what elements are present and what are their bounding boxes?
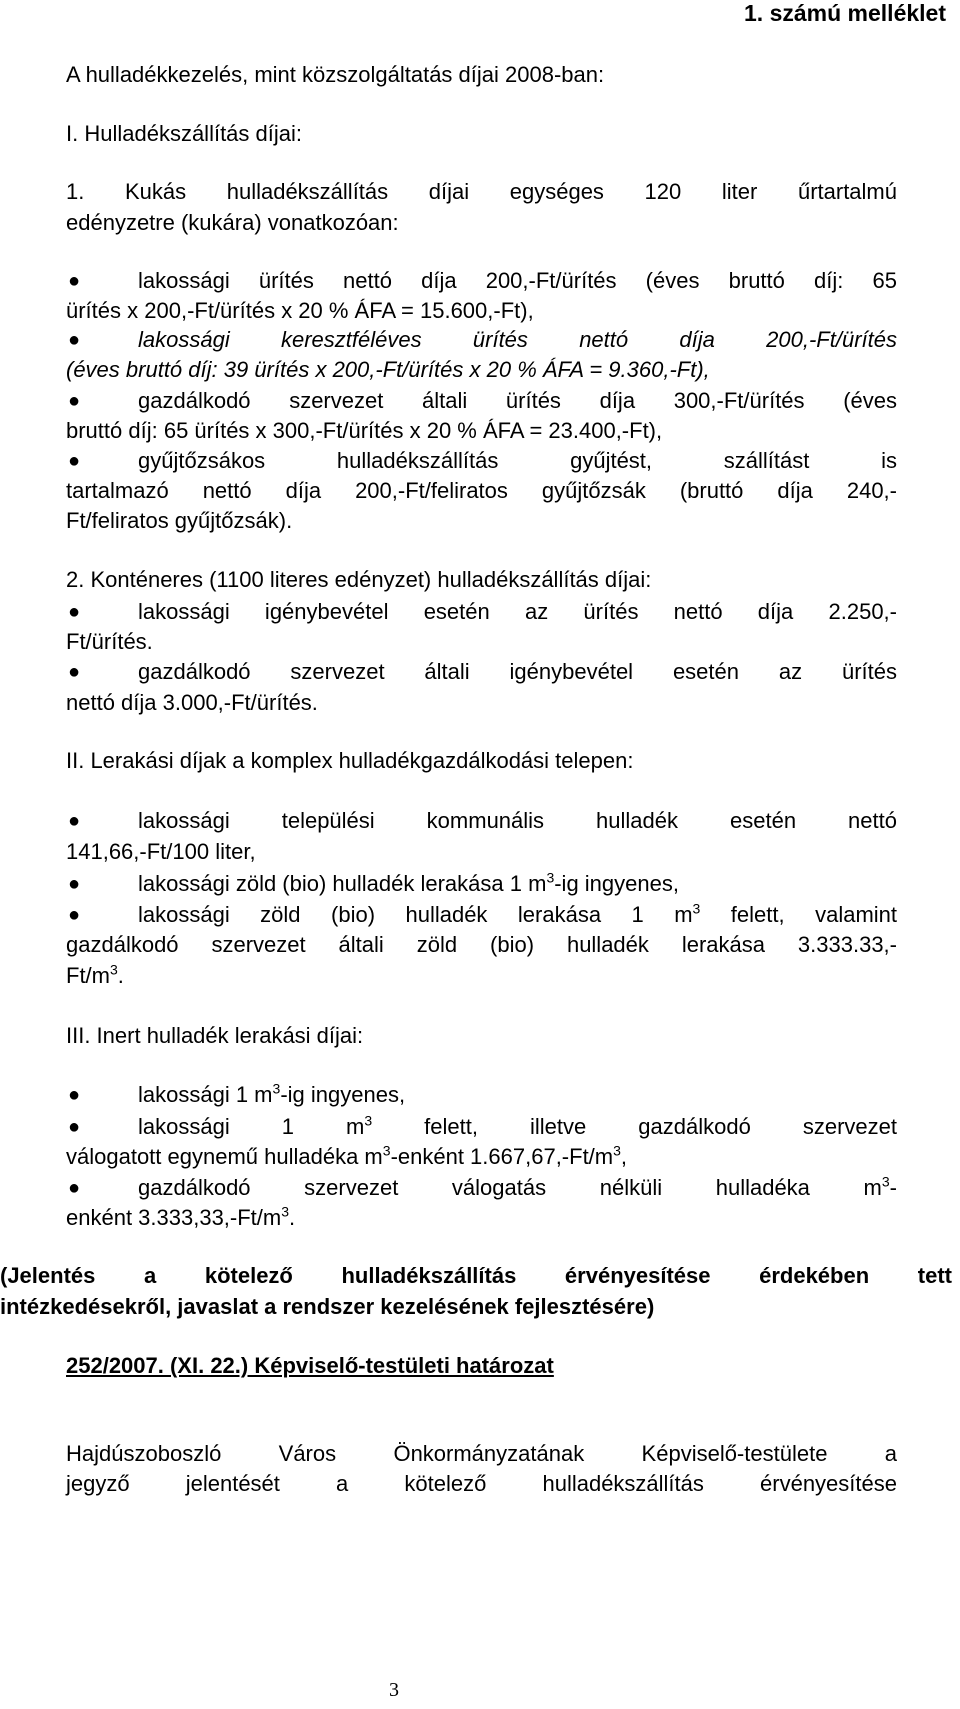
inert-bullet-2-line-2: válogatott egynemű hulladéka $m^3$-enként $1.667,67,-Ft/m^3$, xyxy=(66,1142,628,1169)
bullet-2-line-1: lakossági keresztféléves ürítés nettó díja 200,-Ft/ürítés xyxy=(138,327,897,352)
item-1-line-1: 1. Kukás hulladékszállítás díjai egységes 120 liter űrtartalmú xyxy=(66,179,897,204)
bullet-4-line-3: Ft/feliratos gyűjtőzsák). xyxy=(66,508,293,533)
body-line-2: jegyző jelentését a kötelező hulladékszállítás érvényesítése xyxy=(66,1471,897,1496)
inert-bullet-3-line-2: enként $3.333,33,-Ft/m^3$. xyxy=(66,1203,296,1230)
report-title-line-2: intézkedésekről, javaslat a rendszer kezelésének fejlesztésére) xyxy=(0,1294,655,1319)
bullet-icon: ● xyxy=(68,661,81,683)
annex-label: 1. számú melléklet xyxy=(744,0,946,26)
container-bullet-1-line-1: lakossági igénybevétel esetén az ürítés nettó díja 2.250,- xyxy=(138,599,897,624)
inert-bullet-2-line-1: lakossági 1 $m^3$ felett, illetve gazdálkodó szervezet xyxy=(138,1112,897,1139)
item-2-title: 2. Konténeres (1100 literes edényzet) hulladékszállítás díjai: xyxy=(66,567,652,592)
bullet-icon: ● xyxy=(68,873,81,895)
section-1-title: I. Hulladékszállítás díjai: xyxy=(66,121,302,146)
landfill-bullet-3-line-3: $Ft/m^3$. xyxy=(66,961,124,988)
bullet-icon: ● xyxy=(68,601,81,623)
bullet-icon: ● xyxy=(68,810,81,832)
section-2-title: II. Lerakási díjak a komplex hulladékgazdálkodási telepen: xyxy=(66,748,634,773)
bullet-icon: ● xyxy=(68,1084,81,1106)
intro-heading: A hulladékkezelés, mint közszolgáltatás díjai 2008-ban: xyxy=(66,62,605,87)
resolution-title: 252/2007. (XI. 22.) Képviselő-testületi határozat xyxy=(66,1353,554,1378)
bullet-4-line-1: gyűjtőzsákos hulladékszállítás gyűjtést, szállítást is xyxy=(138,448,897,473)
bullet-icon: ● xyxy=(68,1116,81,1138)
bullet-icon: ● xyxy=(68,450,81,472)
landfill-bullet-1-line-1: lakossági települési kommunális hulladék esetén nettó xyxy=(138,808,897,833)
report-title-line-1: (Jelentés a kötelező hulladékszállítás érvényesítése érdekében tett xyxy=(0,1263,952,1288)
landfill-bullet-3-line-1: lakossági zöld (bio) hulladék lerakása 1 $m^3$ felett, valamint xyxy=(138,900,897,927)
page-number: 3 xyxy=(389,1679,399,1701)
bullet-1-line-2: ürítés x 200,-Ft/ürítés x 20 % ÁFA = 15.600,-Ft), xyxy=(66,298,534,323)
bullet-icon: ● xyxy=(68,270,81,292)
bullet-icon: ● xyxy=(68,390,81,412)
container-bullet-2-line-2: nettó díja 3.000,-Ft/ürítés. xyxy=(66,690,318,715)
bullet-2-line-2: (éves bruttó díj: 39 ürítés x 200,-Ft/ürítés x 20 % ÁFA = 9.360,-Ft), xyxy=(66,357,710,382)
inert-bullet-1: lakossági 1 $m^3-ig$ ingyenes, xyxy=(138,1080,406,1107)
bullet-1-line-1: lakossági ürítés nettó díja 200,-Ft/ürítés (éves bruttó díj: 65 xyxy=(138,268,897,293)
bullet-3-line-2: bruttó díj: 65 ürítés x 300,-Ft/ürítés x 20 % ÁFA = 23.400,-Ft), xyxy=(66,418,663,443)
bullet-icon: ● xyxy=(68,904,81,926)
container-bullet-2-line-1: gazdálkodó szervezet általi igénybevétel esetén az ürítés xyxy=(138,659,897,684)
landfill-bullet-3-line-2: gazdálkodó szervezet általi zöld (bio) hulladék lerakása 3.333.33,- xyxy=(66,932,897,957)
bullet-3-line-1: gazdálkodó szervezet általi ürítés díja 300,-Ft/ürítés (éves xyxy=(138,388,897,413)
item-1-line-2: edényzetre (kukára) vonatkozóan: xyxy=(66,210,399,235)
bullet-icon: ● xyxy=(68,1177,81,1199)
landfill-bullet-1-line-2: 141,66,-Ft/100 liter, xyxy=(66,839,256,864)
body-line-1: Hajdúszoboszló Város Önkormányzatának Képviselő-testülete a xyxy=(66,1441,897,1466)
bullet-4-line-2: tartalmazó nettó díja 200,-Ft/feliratos gyűjtőzsák (bruttó díja 240,- xyxy=(66,478,897,503)
container-bullet-1-line-2: Ft/ürítés. xyxy=(66,629,153,654)
bullet-icon: ● xyxy=(68,329,81,351)
inert-bullet-3-line-1: gazdálkodó szervezet válogatás nélküli hulladéka $m^3-$ xyxy=(138,1173,897,1200)
landfill-bullet-2: lakossági zöld (bio) hulladék lerakása 1 $m^3-ig$ ingyenes, xyxy=(138,869,679,896)
section-3-title: III. Inert hulladék lerakási díjai: xyxy=(66,1023,364,1048)
